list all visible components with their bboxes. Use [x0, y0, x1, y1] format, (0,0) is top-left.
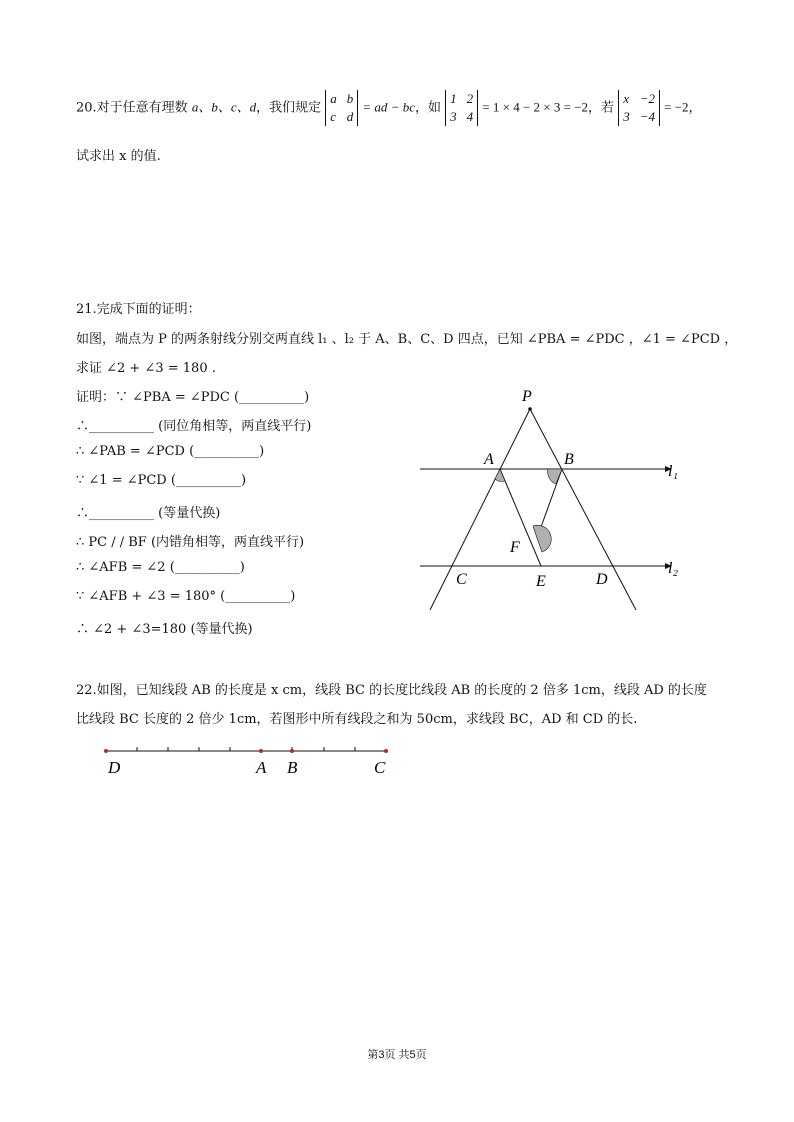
- ray-pd: [530, 409, 636, 610]
- segment-ae: [500, 469, 541, 566]
- q20-ex-rhs: = 1 × 4 − 2 × 3 = −2: [482, 99, 589, 115]
- det-cell: 3: [623, 109, 630, 124]
- q20-condition-determinant: [618, 90, 660, 126]
- q20-end: ，: [688, 100, 702, 116]
- q22-line1: 22.如图，已知线段 AB 的长度是 x cm，线段 BC 的长度比线段 AB 的长度的 2 倍多 1cm，线段 AD 的长度: [76, 683, 707, 698]
- det-cell: −4: [639, 109, 655, 124]
- label-c: C: [456, 571, 467, 588]
- page-footer: 第3页 共5页: [367, 1049, 427, 1061]
- label-d: D: [596, 571, 608, 588]
- q20-if-rhs: = −2: [664, 99, 689, 115]
- q21-proof: [76, 386, 311, 647]
- proof-line: ∴__________ (同位角相等，两直线平行): [76, 419, 312, 434]
- q21-title: 21.完成下面的证明：: [76, 302, 201, 317]
- proof-line: ∴__________ (等量代换): [76, 506, 221, 521]
- proof-line: 证明：∵ ∠PBA = ∠PDC (__________): [76, 390, 310, 405]
- proof-line: ∵ ∠AFB + ∠3 = 180° (__________): [76, 589, 296, 604]
- geometry-figure: [410, 380, 690, 620]
- det-cell: 2: [466, 91, 474, 106]
- point-d: [104, 749, 108, 753]
- question-20: [76, 90, 702, 126]
- label-p: P: [522, 388, 532, 405]
- q20-if-word: ，若: [588, 100, 615, 116]
- proof-line: ∴ ∠PAB = ∠PCD (__________): [76, 444, 265, 459]
- proof-line: ∵ ∠1 = ∠PCD (__________): [76, 473, 247, 488]
- label-e: E: [536, 573, 546, 590]
- q20-def-determinant: [325, 90, 358, 126]
- q20-def-rhs: = ad − bc: [362, 99, 415, 115]
- det-cell: −2: [639, 91, 655, 106]
- label-b: B: [564, 451, 574, 468]
- label-l1: l₁: [668, 463, 679, 480]
- label-d: D: [108, 758, 121, 777]
- det-cell: x: [623, 91, 629, 106]
- segment-figure: [96, 740, 406, 780]
- q20-vars: a、b、c、d: [191, 99, 257, 115]
- ray-pc: [430, 409, 530, 610]
- label-f: F: [510, 539, 520, 556]
- label-a: A: [256, 758, 267, 777]
- point-p: [528, 407, 532, 411]
- label-l2: l₂: [668, 560, 679, 577]
- proof-line: ∴ ∠AFB = ∠2 (__________): [76, 560, 245, 575]
- point-c: [384, 749, 388, 753]
- q20-example-determinant: [445, 90, 478, 126]
- det-cell: b: [346, 91, 354, 106]
- det-cell: 1: [450, 91, 457, 106]
- proof-line: ∴ PC / / BF (内错角相等，两直线平行): [76, 535, 305, 550]
- q20-prefix: 20.对于任意有理数: [76, 100, 188, 116]
- q20-mid: ，我们规定: [256, 100, 322, 116]
- det-cell: a: [330, 91, 337, 106]
- angle-3-mark: [533, 525, 551, 552]
- label-b: B: [287, 758, 298, 777]
- label-a: A: [484, 451, 494, 468]
- q21-line1: 如图，端点为 P 的两条射线分别交两直线 l₁ 、l₂ 于 A、B、C、D 四点，已知 ∠PBA = ∠PDC ，∠1 = ∠PCD ，: [76, 332, 738, 347]
- det-cell: 4: [466, 109, 474, 124]
- det-cell: c: [330, 109, 337, 124]
- det-cell: 3: [450, 109, 457, 124]
- det-cell: d: [346, 109, 354, 124]
- q20-line2: 试求出 x 的值.: [76, 149, 161, 164]
- label-c: C: [374, 758, 386, 777]
- angle-2-mark: [548, 469, 562, 484]
- proof-line: ∴ ∠2 + ∠3=180 (等量代换): [76, 622, 253, 637]
- point-a: [259, 749, 263, 753]
- q21-line2: 求证 ∠2 + ∠3 = 180 .: [76, 361, 216, 376]
- q20-ex-word: ，如: [414, 100, 441, 116]
- q22-line2: 比线段 BC 长度的 2 倍少 1cm，若图形中所有线段之和为 50cm，求线段 BC，AD 和 CD 的长.: [76, 712, 638, 727]
- point-b: [290, 749, 294, 753]
